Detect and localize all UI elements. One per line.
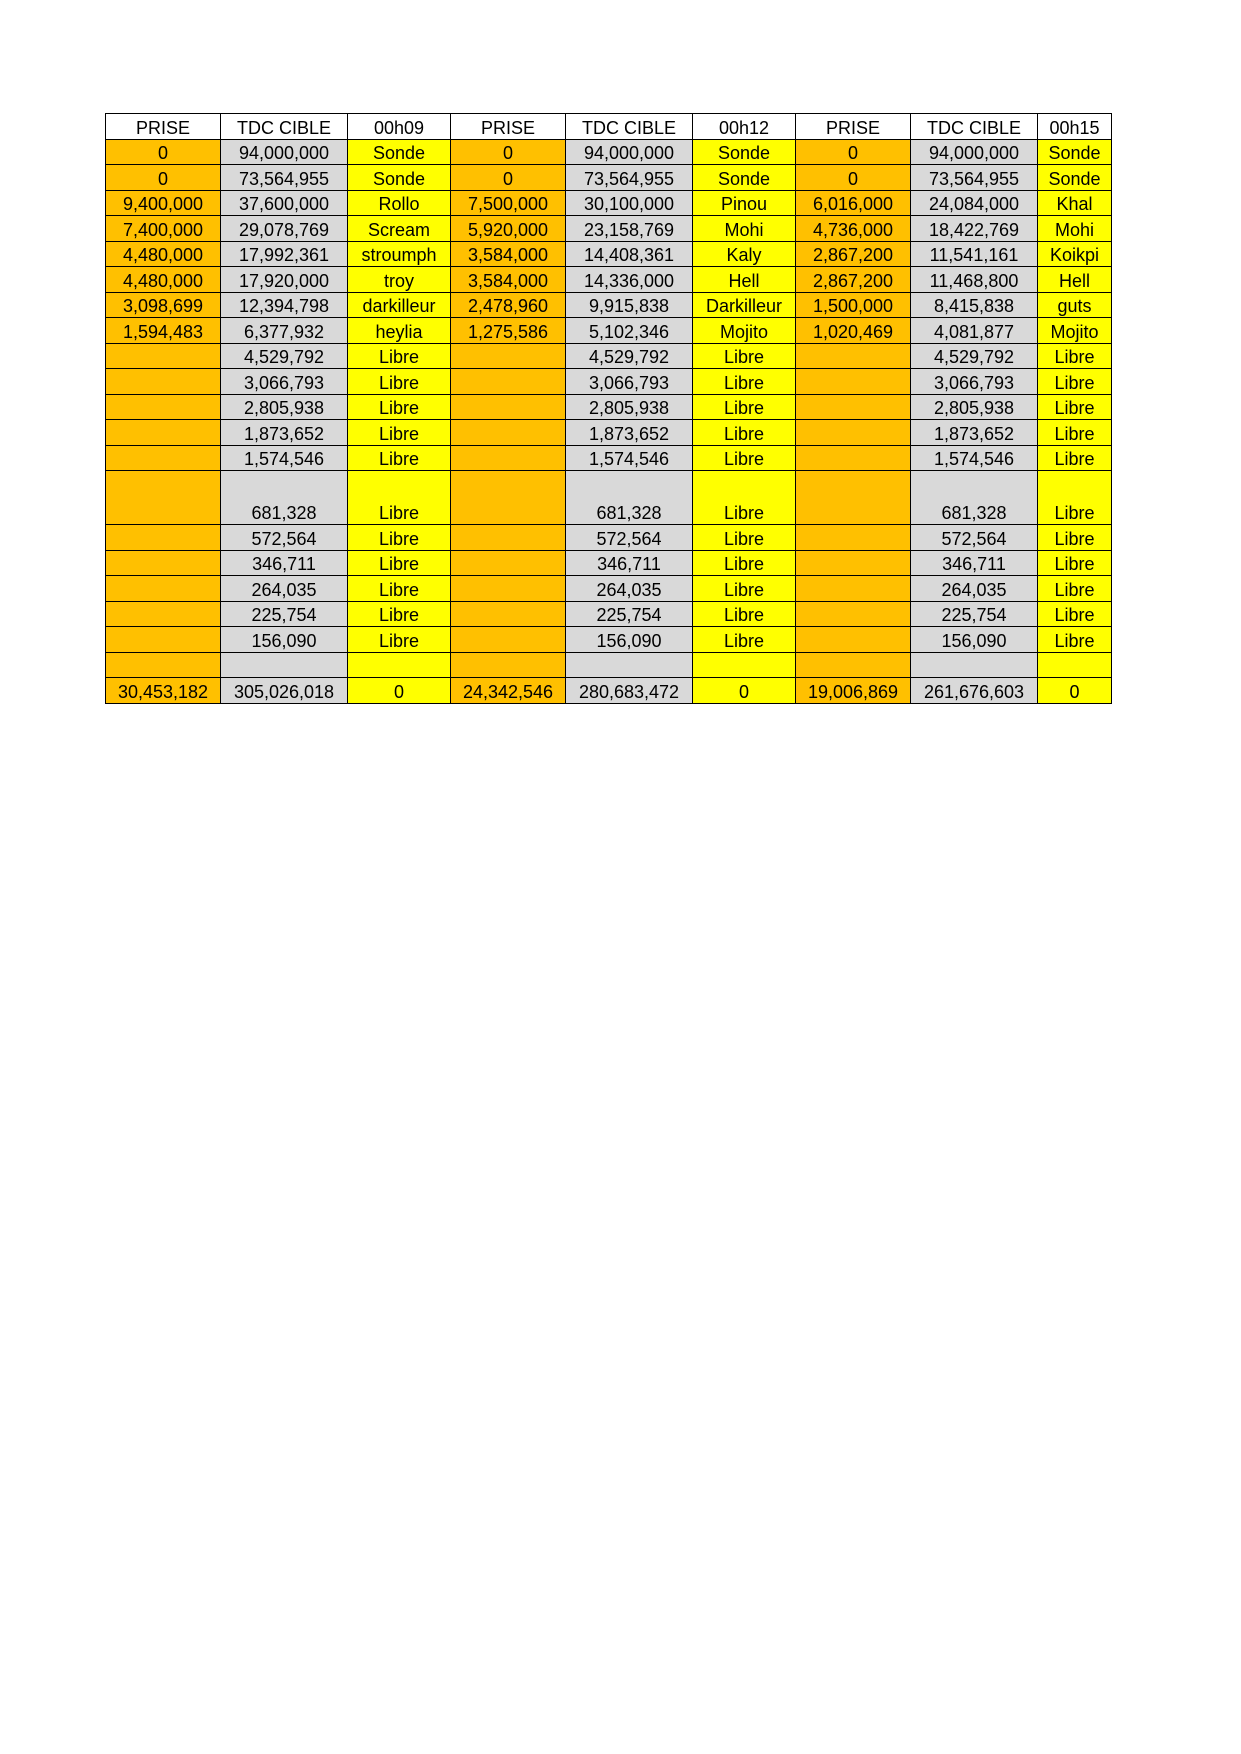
- cell-prise-1[interactable]: 4,480,000: [106, 267, 221, 293]
- cell-prise-2[interactable]: [451, 525, 566, 551]
- cell-slot-2[interactable]: Mohi: [693, 216, 796, 242]
- cell-prise-1[interactable]: [106, 525, 221, 551]
- cell-tdc-cible-1[interactable]: 4,529,792: [221, 343, 348, 369]
- cell-prise-2[interactable]: [451, 550, 566, 576]
- header-tdc-cible-3[interactable]: TDC CIBLE: [911, 114, 1038, 140]
- cell-prise-2[interactable]: [451, 343, 566, 369]
- cell-slot-2[interactable]: Libre: [693, 445, 796, 471]
- cell-slot-2[interactable]: Libre: [693, 420, 796, 446]
- cell-prise-3[interactable]: [796, 576, 911, 602]
- header-row: [106, 114, 1112, 140]
- cell-slot-2[interactable]: Libre: [693, 550, 796, 576]
- cell-tdc-cible-3[interactable]: 156,090: [911, 627, 1038, 653]
- cell-tdc-cible-2[interactable]: 1,873,652: [566, 420, 693, 446]
- cell-prise-3[interactable]: 0: [796, 139, 911, 165]
- cell-prise-2[interactable]: [451, 652, 566, 678]
- cell-tdc-cible-3[interactable]: 1,873,652: [911, 420, 1038, 446]
- cell-prise-2[interactable]: 5,920,000: [451, 216, 566, 242]
- cell-tdc-cible-3[interactable]: 24,084,000: [911, 190, 1038, 216]
- cell-slot-1[interactable]: Libre: [348, 369, 451, 395]
- cell-prise-2[interactable]: 2,478,960: [451, 292, 566, 318]
- cell-prise-2[interactable]: [451, 627, 566, 653]
- cell-tdc-cible-3[interactable]: 2,805,938: [911, 394, 1038, 420]
- cell-slot-1[interactable]: heylia: [348, 318, 451, 344]
- cell-prise-3[interactable]: [796, 394, 911, 420]
- cell-prise-3[interactable]: [796, 601, 911, 627]
- cell-slot-1[interactable]: Libre: [348, 601, 451, 627]
- cell-slot-1[interactable]: stroumph: [348, 241, 451, 267]
- total-prise-1[interactable]: 30,453,182: [106, 678, 221, 704]
- cell-prise-3[interactable]: [796, 471, 911, 525]
- cell-tdc-cible-1[interactable]: 17,992,361: [221, 241, 348, 267]
- cell-slot-2[interactable]: Libre: [693, 394, 796, 420]
- cell-prise-3[interactable]: [796, 420, 911, 446]
- cell-slot-3[interactable]: Libre: [1038, 343, 1112, 369]
- cell-slot-3[interactable]: Libre: [1038, 627, 1112, 653]
- spreadsheet-table: [105, 113, 1112, 704]
- cell-slot-2[interactable]: Libre: [693, 343, 796, 369]
- cell-tdc-cible-3[interactable]: 4,081,877: [911, 318, 1038, 344]
- cell-prise-2[interactable]: [451, 576, 566, 602]
- table-row: [106, 420, 1112, 446]
- cell-tdc-cible-3[interactable]: 11,468,800: [911, 267, 1038, 293]
- cell-slot-1[interactable]: Libre: [348, 471, 451, 525]
- cell-slot-1[interactable]: Sonde: [348, 165, 451, 191]
- table-row: [106, 471, 1112, 525]
- cell-slot-3[interactable]: Libre: [1038, 550, 1112, 576]
- cell-prise-1[interactable]: [106, 601, 221, 627]
- cell-slot-1[interactable]: Libre: [348, 445, 451, 471]
- cell-slot-2[interactable]: Libre: [693, 525, 796, 551]
- header-tdc-cible-2[interactable]: TDC CIBLE: [566, 114, 693, 140]
- cell-prise-1[interactable]: [106, 471, 221, 525]
- cell-prise-2[interactable]: [451, 420, 566, 446]
- cell-tdc-cible-3[interactable]: 4,529,792: [911, 343, 1038, 369]
- cell-prise-1[interactable]: [106, 576, 221, 602]
- table-row: [106, 343, 1112, 369]
- cell-slot-2[interactable]: Darkilleur: [693, 292, 796, 318]
- header-tdc-cible-1[interactable]: TDC CIBLE: [221, 114, 348, 140]
- cell-prise-3[interactable]: 2,867,200: [796, 267, 911, 293]
- cell-tdc-cible-2[interactable]: 3,066,793: [566, 369, 693, 395]
- cell-prise-1[interactable]: 9,400,000: [106, 190, 221, 216]
- cell-prise-1[interactable]: 0: [106, 165, 221, 191]
- cell-tdc-cible-3[interactable]: 73,564,955: [911, 165, 1038, 191]
- cell-tdc-cible-1[interactable]: 1,873,652: [221, 420, 348, 446]
- cell-slot-2[interactable]: Libre: [693, 369, 796, 395]
- cell-tdc-cible-2[interactable]: 572,564: [566, 525, 693, 551]
- total-slot-1[interactable]: 0: [348, 678, 451, 704]
- cell-slot-3[interactable]: Libre: [1038, 601, 1112, 627]
- cell-tdc-cible-2[interactable]: 346,711: [566, 550, 693, 576]
- cell-slot-3[interactable]: [1038, 652, 1112, 678]
- cell-slot-1[interactable]: Libre: [348, 343, 451, 369]
- cell-tdc-cible-2[interactable]: 14,336,000: [566, 267, 693, 293]
- cell-tdc-cible-1[interactable]: 156,090: [221, 627, 348, 653]
- cell-tdc-cible-2[interactable]: 681,328: [566, 471, 693, 525]
- cell-slot-1[interactable]: darkilleur: [348, 292, 451, 318]
- cell-slot-1[interactable]: Rollo: [348, 190, 451, 216]
- cell-tdc-cible-2[interactable]: 9,915,838: [566, 292, 693, 318]
- cell-tdc-cible-1[interactable]: 3,066,793: [221, 369, 348, 395]
- header-slot-1[interactable]: 00h09: [348, 114, 451, 140]
- cell-slot-2[interactable]: Libre: [693, 601, 796, 627]
- cell-slot-3[interactable]: Libre: [1038, 445, 1112, 471]
- total-slot-3[interactable]: 0: [1038, 678, 1112, 704]
- table-row: [106, 292, 1112, 318]
- cell-prise-3[interactable]: [796, 369, 911, 395]
- cell-prise-3[interactable]: [796, 343, 911, 369]
- cell-slot-2[interactable]: Libre: [693, 627, 796, 653]
- cell-tdc-cible-3[interactable]: 1,574,546: [911, 445, 1038, 471]
- cell-prise-2[interactable]: [451, 394, 566, 420]
- cell-prise-1[interactable]: [106, 550, 221, 576]
- cell-slot-2[interactable]: Kaly: [693, 241, 796, 267]
- cell-prise-2[interactable]: [451, 471, 566, 525]
- cell-slot-2[interactable]: Hell: [693, 267, 796, 293]
- cell-tdc-cible-3[interactable]: 11,541,161: [911, 241, 1038, 267]
- cell-slot-3[interactable]: Khal: [1038, 190, 1112, 216]
- cell-slot-3[interactable]: Libre: [1038, 394, 1112, 420]
- cell-tdc-cible-3[interactable]: [911, 652, 1038, 678]
- table-row: [106, 165, 1112, 191]
- cell-slot-1[interactable]: Libre: [348, 627, 451, 653]
- header-slot-2[interactable]: 00h12: [693, 114, 796, 140]
- cell-prise-3[interactable]: [796, 627, 911, 653]
- total-prise-3[interactable]: 19,006,869: [796, 678, 911, 704]
- cell-prise-3[interactable]: [796, 525, 911, 551]
- table-row: [106, 190, 1112, 216]
- cell-slot-3[interactable]: guts: [1038, 292, 1112, 318]
- cell-slot-2[interactable]: Mojito: [693, 318, 796, 344]
- table-row: [106, 601, 1112, 627]
- cell-slot-2[interactable]: Sonde: [693, 165, 796, 191]
- cell-tdc-cible-2[interactable]: 30,100,000: [566, 190, 693, 216]
- cell-prise-2[interactable]: 7,500,000: [451, 190, 566, 216]
- cell-prise-3[interactable]: [796, 652, 911, 678]
- cell-tdc-cible-2[interactable]: 14,408,361: [566, 241, 693, 267]
- table-row: [106, 394, 1112, 420]
- header-prise-2[interactable]: PRISE: [451, 114, 566, 140]
- totals-row: [106, 678, 1112, 704]
- cell-prise-1[interactable]: [106, 652, 221, 678]
- cell-tdc-cible-2[interactable]: 4,529,792: [566, 343, 693, 369]
- cell-slot-3[interactable]: Libre: [1038, 576, 1112, 602]
- cell-tdc-cible-3[interactable]: 572,564: [911, 525, 1038, 551]
- total-tdc-cible-3[interactable]: 261,676,603: [911, 678, 1038, 704]
- cell-tdc-cible-1[interactable]: 29,078,769: [221, 216, 348, 242]
- cell-prise-1[interactable]: [106, 627, 221, 653]
- cell-prise-1[interactable]: 1,594,483: [106, 318, 221, 344]
- cell-prise-2[interactable]: 0: [451, 165, 566, 191]
- cell-tdc-cible-3[interactable]: 681,328: [911, 471, 1038, 525]
- table-row: [106, 550, 1112, 576]
- cell-prise-3[interactable]: 6,016,000: [796, 190, 911, 216]
- table-row: [106, 652, 1112, 678]
- cell-tdc-cible-3[interactable]: 18,422,769: [911, 216, 1038, 242]
- cell-prise-1[interactable]: 7,400,000: [106, 216, 221, 242]
- cell-tdc-cible-2[interactable]: 264,035: [566, 576, 693, 602]
- cell-prise-1[interactable]: [106, 343, 221, 369]
- cell-tdc-cible-2[interactable]: 23,158,769: [566, 216, 693, 242]
- cell-tdc-cible-1[interactable]: 2,805,938: [221, 394, 348, 420]
- cell-slot-1[interactable]: Libre: [348, 576, 451, 602]
- cell-slot-3[interactable]: Libre: [1038, 471, 1112, 525]
- cell-slot-3[interactable]: Libre: [1038, 420, 1112, 446]
- cell-prise-2[interactable]: [451, 369, 566, 395]
- cell-prise-2[interactable]: [451, 445, 566, 471]
- cell-prise-2[interactable]: 3,584,000: [451, 241, 566, 267]
- cell-slot-2[interactable]: [693, 652, 796, 678]
- cell-tdc-cible-1[interactable]: 12,394,798: [221, 292, 348, 318]
- table-row: [106, 445, 1112, 471]
- cell-slot-3[interactable]: Sonde: [1038, 165, 1112, 191]
- header-slot-3[interactable]: 00h15: [1038, 114, 1112, 140]
- cell-slot-2[interactable]: Libre: [693, 576, 796, 602]
- cell-slot-1[interactable]: Libre: [348, 525, 451, 551]
- cell-slot-2[interactable]: Sonde: [693, 139, 796, 165]
- cell-prise-3[interactable]: 2,867,200: [796, 241, 911, 267]
- cell-slot-1[interactable]: Sonde: [348, 139, 451, 165]
- cell-prise-1[interactable]: [106, 445, 221, 471]
- table-row: [106, 576, 1112, 602]
- cell-tdc-cible-2[interactable]: 156,090: [566, 627, 693, 653]
- cell-prise-3[interactable]: [796, 550, 911, 576]
- cell-tdc-cible-2[interactable]: 2,805,938: [566, 394, 693, 420]
- cell-prise-3[interactable]: 4,736,000: [796, 216, 911, 242]
- cell-tdc-cible-1[interactable]: 681,328: [221, 471, 348, 525]
- table-row: [106, 241, 1112, 267]
- cell-prise-1[interactable]: 3,098,699: [106, 292, 221, 318]
- cell-tdc-cible-1[interactable]: 264,035: [221, 576, 348, 602]
- cell-tdc-cible-1[interactable]: 17,920,000: [221, 267, 348, 293]
- spreadsheet-body: [106, 114, 1112, 704]
- total-tdc-cible-1[interactable]: 305,026,018: [221, 678, 348, 704]
- header-prise-1[interactable]: PRISE: [106, 114, 221, 140]
- table-row: [106, 627, 1112, 653]
- cell-tdc-cible-3[interactable]: 94,000,000: [911, 139, 1038, 165]
- total-tdc-cible-2[interactable]: 280,683,472: [566, 678, 693, 704]
- cell-tdc-cible-1[interactable]: 572,564: [221, 525, 348, 551]
- cell-tdc-cible-1[interactable]: 37,600,000: [221, 190, 348, 216]
- header-prise-3[interactable]: PRISE: [796, 114, 911, 140]
- cell-slot-3[interactable]: Mohi: [1038, 216, 1112, 242]
- cell-tdc-cible-1[interactable]: 73,564,955: [221, 165, 348, 191]
- cell-prise-3[interactable]: 0: [796, 165, 911, 191]
- total-prise-2[interactable]: 24,342,546: [451, 678, 566, 704]
- cell-slot-1[interactable]: Libre: [348, 550, 451, 576]
- cell-slot-3[interactable]: Hell: [1038, 267, 1112, 293]
- cell-tdc-cible-2[interactable]: 1,574,546: [566, 445, 693, 471]
- cell-tdc-cible-1[interactable]: 94,000,000: [221, 139, 348, 165]
- cell-slot-3[interactable]: Libre: [1038, 369, 1112, 395]
- cell-tdc-cible-3[interactable]: 225,754: [911, 601, 1038, 627]
- cell-tdc-cible-3[interactable]: 346,711: [911, 550, 1038, 576]
- cell-tdc-cible-1[interactable]: 1,574,546: [221, 445, 348, 471]
- table-row: [106, 525, 1112, 551]
- cell-tdc-cible-2[interactable]: 225,754: [566, 601, 693, 627]
- cell-prise-3[interactable]: 1,500,000: [796, 292, 911, 318]
- cell-tdc-cible-1[interactable]: 6,377,932: [221, 318, 348, 344]
- cell-prise-1[interactable]: 4,480,000: [106, 241, 221, 267]
- table-row: [106, 318, 1112, 344]
- cell-prise-3[interactable]: [796, 445, 911, 471]
- cell-slot-1[interactable]: Libre: [348, 420, 451, 446]
- total-slot-2[interactable]: 0: [693, 678, 796, 704]
- cell-prise-2[interactable]: [451, 601, 566, 627]
- cell-slot-3[interactable]: Libre: [1038, 525, 1112, 551]
- cell-tdc-cible-1[interactable]: [221, 652, 348, 678]
- cell-prise-1[interactable]: 0: [106, 139, 221, 165]
- cell-prise-1[interactable]: [106, 369, 221, 395]
- cell-slot-1[interactable]: [348, 652, 451, 678]
- cell-slot-3[interactable]: Sonde: [1038, 139, 1112, 165]
- cell-tdc-cible-1[interactable]: 225,754: [221, 601, 348, 627]
- cell-slot-3[interactable]: Mojito: [1038, 318, 1112, 344]
- table-row: [106, 139, 1112, 165]
- cell-slot-3[interactable]: Koikpi: [1038, 241, 1112, 267]
- cell-slot-2[interactable]: Pinou: [693, 190, 796, 216]
- cell-prise-2[interactable]: 0: [451, 139, 566, 165]
- cell-slot-1[interactable]: troy: [348, 267, 451, 293]
- cell-tdc-cible-1[interactable]: 346,711: [221, 550, 348, 576]
- cell-tdc-cible-3[interactable]: 3,066,793: [911, 369, 1038, 395]
- cell-prise-2[interactable]: 3,584,000: [451, 267, 566, 293]
- cell-tdc-cible-2[interactable]: 73,564,955: [566, 165, 693, 191]
- table-row: [106, 369, 1112, 395]
- cell-tdc-cible-2[interactable]: 5,102,346: [566, 318, 693, 344]
- cell-prise-1[interactable]: [106, 394, 221, 420]
- cell-slot-1[interactable]: Scream: [348, 216, 451, 242]
- table-row: [106, 216, 1112, 242]
- cell-tdc-cible-2[interactable]: 94,000,000: [566, 139, 693, 165]
- table-row: [106, 267, 1112, 293]
- cell-tdc-cible-3[interactable]: 8,415,838: [911, 292, 1038, 318]
- cell-prise-2[interactable]: 1,275,586: [451, 318, 566, 344]
- cell-slot-1[interactable]: Libre: [348, 394, 451, 420]
- cell-tdc-cible-3[interactable]: 264,035: [911, 576, 1038, 602]
- cell-prise-3[interactable]: 1,020,469: [796, 318, 911, 344]
- cell-prise-1[interactable]: [106, 420, 221, 446]
- cell-slot-2[interactable]: Libre: [693, 471, 796, 525]
- cell-tdc-cible-2[interactable]: [566, 652, 693, 678]
